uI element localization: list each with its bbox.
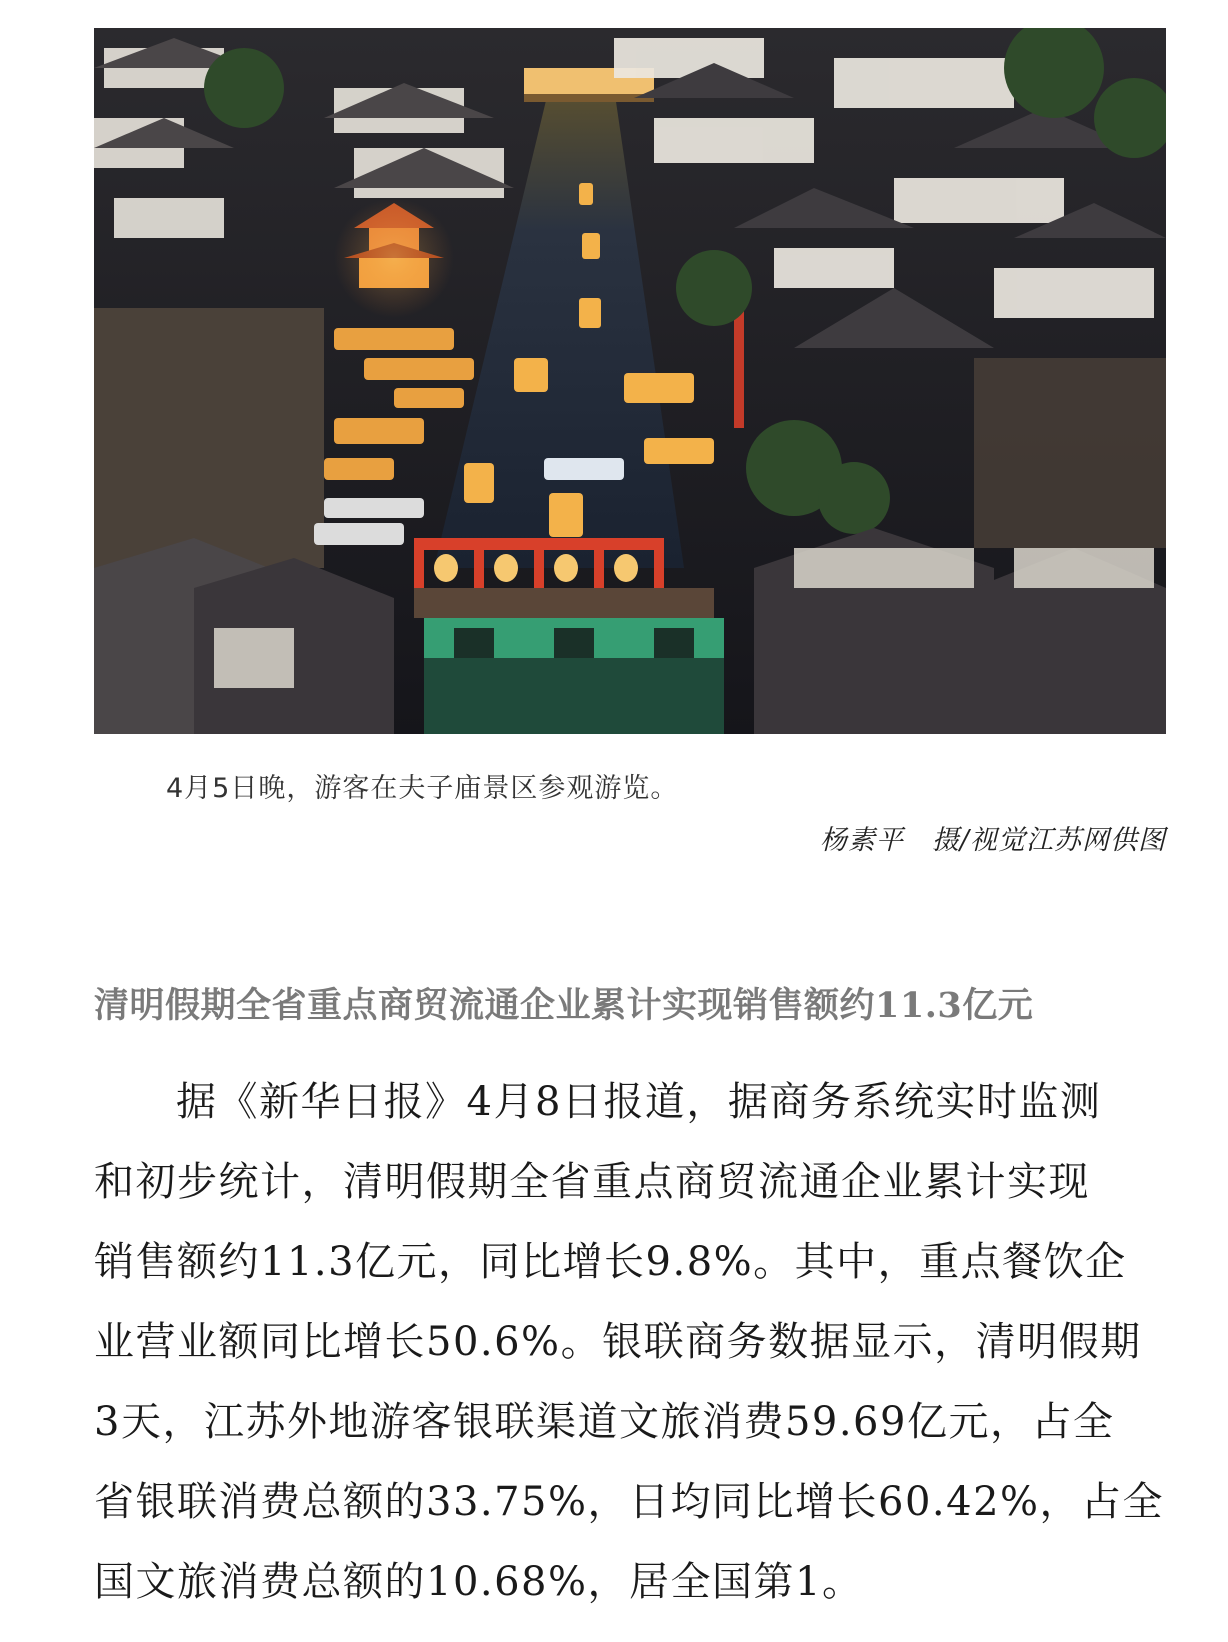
news-photo — [94, 28, 1166, 734]
article-line: 省银联消费总额的33.75%，日均同比增长60.42%，占全 — [94, 1479, 1165, 1525]
article-line: 销售额约11.3亿元，同比增长9.8%。其中，重点餐饮企 — [94, 1239, 1127, 1285]
article-line: 业营业额同比增长50.6%。银联商务数据显示，清明假期 — [94, 1319, 1142, 1365]
article-line: 3天，江苏外地游客银联渠道文旅消费59.69亿元，占全 — [94, 1399, 1115, 1445]
article-body — [94, 1062, 1166, 1622]
aerial-night-photo — [94, 28, 1166, 734]
photo-credit: 杨素平 摄/视觉江苏网供图 — [819, 825, 1166, 856]
pagoda-icon — [334, 198, 454, 318]
photo-caption: 4月5日晚，游客在夫子庙景区参观游览。 — [166, 773, 679, 804]
article-line: 和初步统计，清明假期全省重点商贸流通企业累计实现 — [94, 1159, 1090, 1205]
article-line: 据《新华日报》4月8日报道，据商务系统实时监测 — [176, 1079, 1102, 1125]
article-headline: 清明假期全省重点商贸流通企业累计实现销售额约11.3亿元 — [94, 985, 1034, 1026]
article-line: 国文旅消费总额的10.68%，居全国第1。 — [94, 1559, 864, 1605]
